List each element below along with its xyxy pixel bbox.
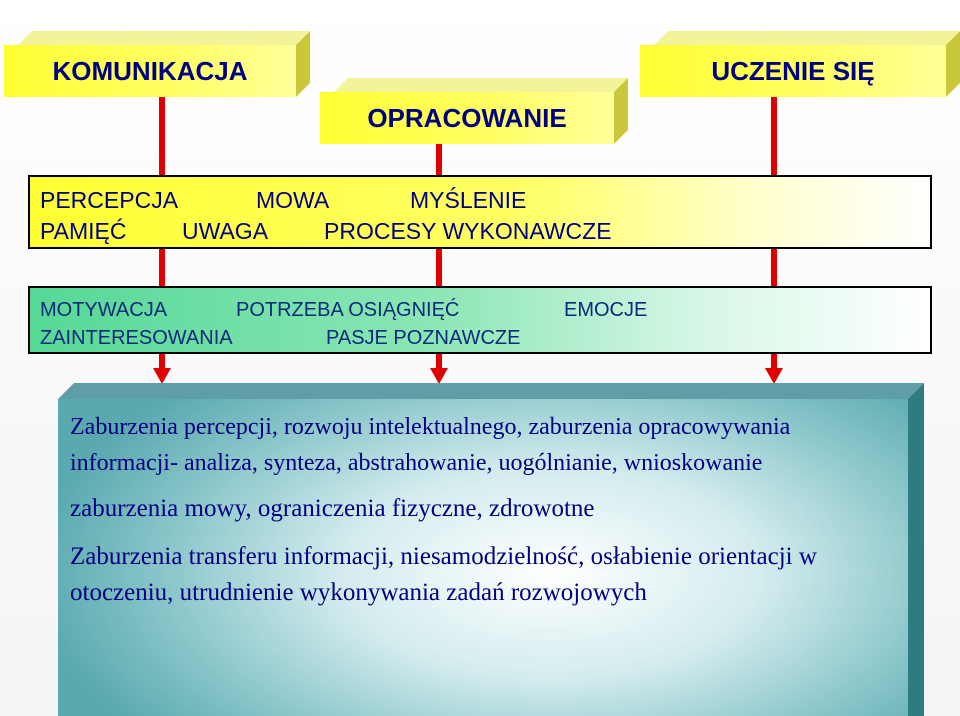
disorders-box bbox=[58, 383, 924, 716]
disorders-box-front bbox=[58, 399, 908, 716]
box-opracowanie-label: OPRACOWANIE bbox=[367, 102, 567, 133]
band-cognitive-row-2 bbox=[40, 216, 920, 247]
box-komunikacja bbox=[4, 45, 296, 97]
term-percepcja: PERCEPCJA bbox=[40, 187, 179, 213]
term-zainteresowania: ZAINTERESOWANIA bbox=[40, 327, 233, 349]
term-emocje: EMOCJE bbox=[564, 299, 648, 321]
arrow-head-uczenie bbox=[765, 368, 783, 384]
band-motivation-row-1 bbox=[40, 296, 920, 324]
disorders-box-top-face bbox=[58, 383, 924, 399]
disorders-text-cognitive: Zaburzenia percepcji, rozwoju intelektualnego, zaburzenia opracowywania informacji- analiza, synteza, abstrahowanie, uogólnianie, wnioskowanie bbox=[70, 414, 791, 476]
band-cognitive-row-1 bbox=[40, 185, 920, 216]
term-motywacja: MOTYWACJA bbox=[40, 299, 168, 321]
term-pasje-poznawcze: PASJE POZNAWCZE bbox=[326, 327, 521, 349]
box-uczenie-sie-label: UCZENIE SIĘ bbox=[711, 55, 875, 86]
box-opracowanie bbox=[320, 92, 614, 144]
band-cognitive-processes bbox=[28, 175, 932, 249]
term-myslenie: MYŚLENIE bbox=[410, 187, 527, 213]
box-komunikacja-label: KOMUNIKACJA bbox=[52, 55, 248, 86]
band-motivation-row-2 bbox=[40, 324, 920, 352]
box-uczenie-sie bbox=[640, 45, 946, 97]
disorders-box-side-face bbox=[908, 383, 924, 716]
disorders-text-speech: zaburzenia mowy, ograniczenia fizyczne, zdrowotne bbox=[70, 495, 595, 522]
term-mowa: MOWA bbox=[256, 187, 330, 213]
term-procesy-wykonawcze: PROCESY WYKONAWCZE bbox=[324, 218, 612, 244]
arrow-head-komunikacja bbox=[153, 368, 171, 384]
band-motivation bbox=[28, 286, 932, 354]
term-pamiec: PAMIĘĆ bbox=[40, 218, 127, 244]
arrow-head-opracowanie bbox=[430, 368, 448, 384]
term-uwaga: UWAGA bbox=[182, 218, 269, 244]
disorders-text-transfer: Zaburzenia transferu informacji, niesamodzielność, osłabienie orientacji w otoczeniu, utrudnienie wykonywania zadań rozwojowych bbox=[70, 543, 817, 606]
term-potrzeba-osiagniec: POTRZEBA OSIĄGNIĘĆ bbox=[236, 299, 460, 321]
